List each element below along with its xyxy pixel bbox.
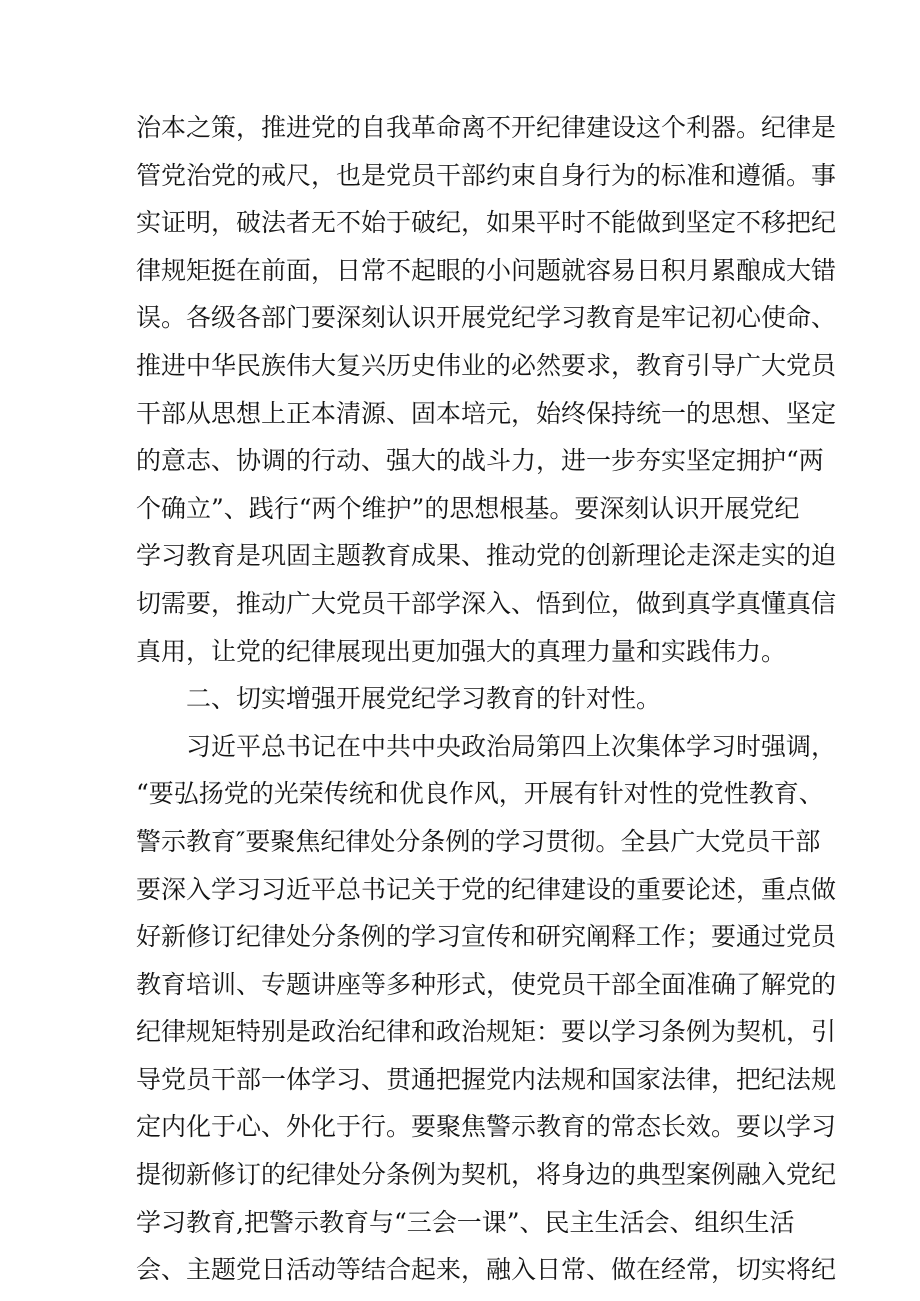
text-line: 真用，让党的纪律展现出更加强大的真理力量和实践伟力。 <box>136 636 787 666</box>
text-line: 纪律规矩特别是政治纪律和政治规矩：要以学习条例为契机，引 <box>136 1017 837 1047</box>
text-line: 学习教育是巩固主题教育成果、推动党的创新理论走深走实的迫 <box>136 541 837 571</box>
text-line: 好新修订纪律处分条例的学习宣传和研究阐释工作；要通过党员 <box>136 922 837 952</box>
text-line: 切需要，推动广大党员干部学深入、悟到位，做到真学真懂真信 <box>136 588 837 618</box>
text-line: 习近平总书记在中共中央政治局第四上次集体学习时强调， <box>186 731 837 761</box>
text-line: 定内化于心、外化于行。要聚焦警示教育的常态长效。要以学习 <box>136 1112 837 1142</box>
text-line: 提彻新修订的纪律处分条例为契机，将身边的典型案例融入党纪 <box>136 1160 837 1190</box>
text-line: 学习教育,把警示教育与“三会一课”、民主生活会、组织生活 <box>136 1207 795 1237</box>
text-line: 推进中华民族伟大复兴历史伟业的必然要求，教育引导广大党员 <box>136 350 837 380</box>
text-line: 警示教育″要聚焦纪律处分条例的学习贯彻。全县广大党员干部 <box>136 826 821 856</box>
text-line: 干部从思想上正本清源、固本培元，始终保持统一的思想、坚定 <box>136 398 837 428</box>
text-line: 管党治党的戒尺，也是党员干部约束自身行为的标准和遵循。事 <box>136 160 837 190</box>
text-line: 误。各级各部门要深刻认识开展党纪学习教育是牢记初心使命、 <box>136 303 837 333</box>
section-heading: 二、切实增强开展党纪学习教育的针对性。 <box>186 684 662 714</box>
text-line: 个确立”、践行“两个维护”的思想根基。要深刻认识开展党纪 <box>136 493 800 523</box>
text-line: 律规矩挺在前面，日常不起眼的小问题就容易日积月累酿成大错 <box>136 255 837 285</box>
text-line: “要弘扬党的光荣传统和优良作风，开展有针对性的党性教育、 <box>136 779 824 809</box>
text-line: 的意志、协调的行动、强大的战斗力，进一步夯实坚定拥护“两 <box>136 446 824 476</box>
text-line: 治本之策，推进党的自我革命离不开纪律建设这个利器。纪律是 <box>136 113 837 142</box>
text-line: 要深入学习习近平总书记关于党的纪律建设的重要论述，重点做 <box>136 874 837 904</box>
text-line: 实证明，破法者无不始于破纪，如果平时不能做到坚定不移把纪 <box>136 208 837 238</box>
document-body <box>136 104 837 1294</box>
text-line: 导党员干部一体学习、贯通把握党内法规和国家法律，把纪法规 <box>136 1064 837 1094</box>
text-line: 教育培训、专题讲座等多种形式，使党员干部全面准确了解党的 <box>136 969 837 999</box>
text-line: 会、主题党日活动等结合起来，融入日常、做在经常，切实将纪 <box>136 1255 837 1285</box>
